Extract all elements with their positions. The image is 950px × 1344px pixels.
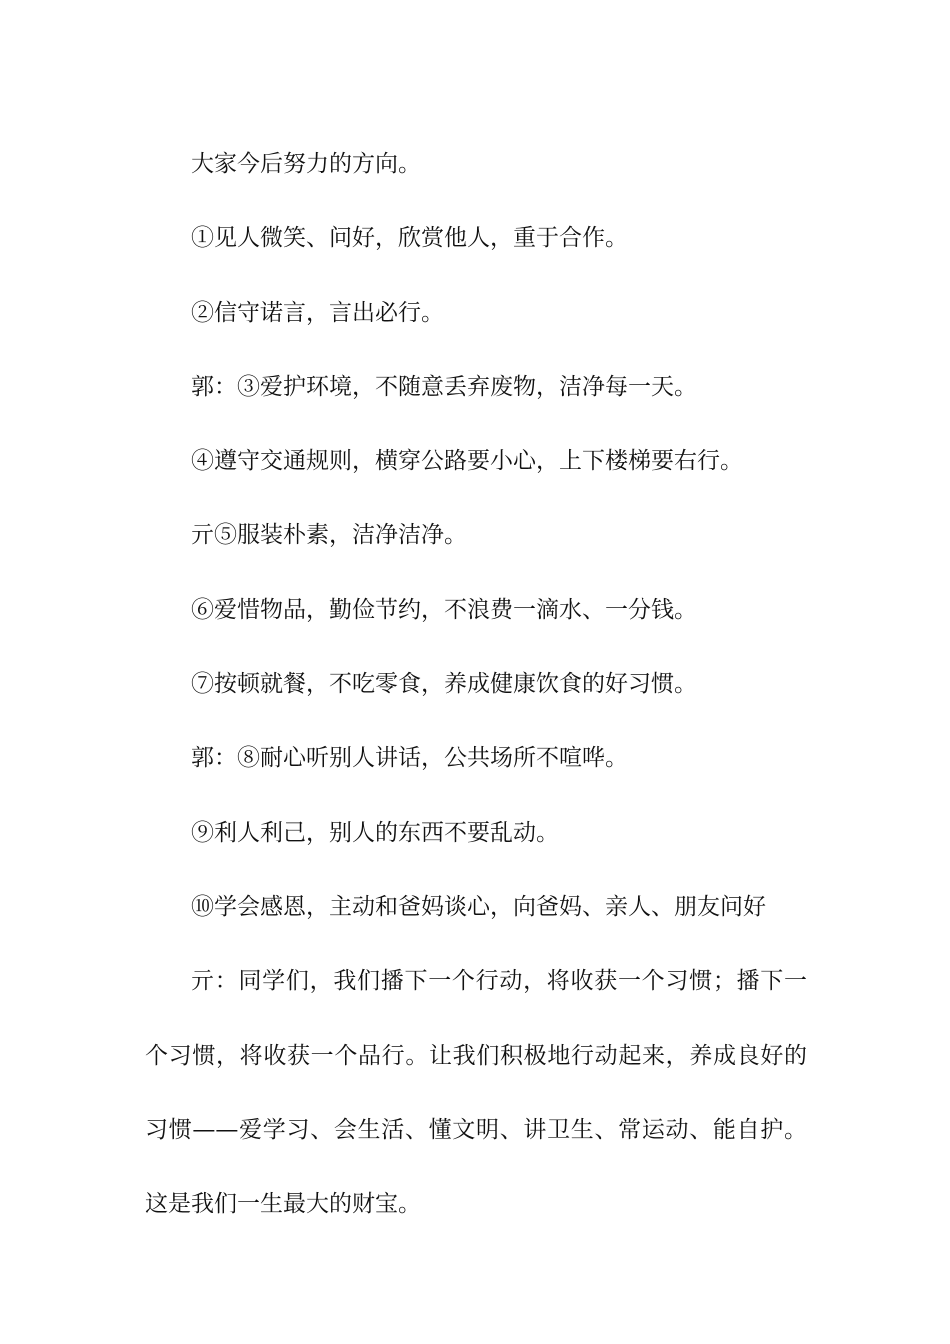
paragraph-12: 亓：同学们，我们播下一个行动，将收获一个习惯；播下一个习惯，将收获一个品行。让我们积极地行动起来，养成良好的习惯——爱学习、会生活、懂文明、讲卫生、常运动、能自护。这是我们一生最大的财宝。 xyxy=(145,968,807,1218)
paragraph-9: 郭：⑧耐心听别人讲话，公共场所不喧哗。 xyxy=(191,745,628,772)
paragraph-5: ④遵守交通规则，横穿公路要小心，上下楼梯要右行。 xyxy=(191,448,743,475)
paragraph-6: 亓⑤服装朴素，洁净洁净。 xyxy=(191,522,467,549)
paragraph-11: ⑩学会感恩，主动和爸妈谈心，向爸妈、亲人、朋友问好 xyxy=(191,893,766,920)
paragraph-2: ①见人微笑、问好，欣赏他人，重于合作。 xyxy=(191,225,628,252)
paragraph-8: ⑦按顿就餐，不吃零食，养成健康饮食的好习惯。 xyxy=(191,671,697,698)
paragraph-7: ⑥爱惜物品，勤俭节约，不浪费一滴水、一分钱。 xyxy=(191,596,697,623)
paragraph-4: 郭：③爱护环境，不随意丢弃废物，洁净每一天。 xyxy=(191,373,697,400)
paragraph-3: ②信守诺言，言出必行。 xyxy=(191,299,444,326)
paragraph-10: ⑨利人利己，别人的东西不要乱动。 xyxy=(191,819,559,846)
paragraph-1: 大家今后努力的方向。 xyxy=(191,151,421,177)
document-body xyxy=(145,127,807,1241)
